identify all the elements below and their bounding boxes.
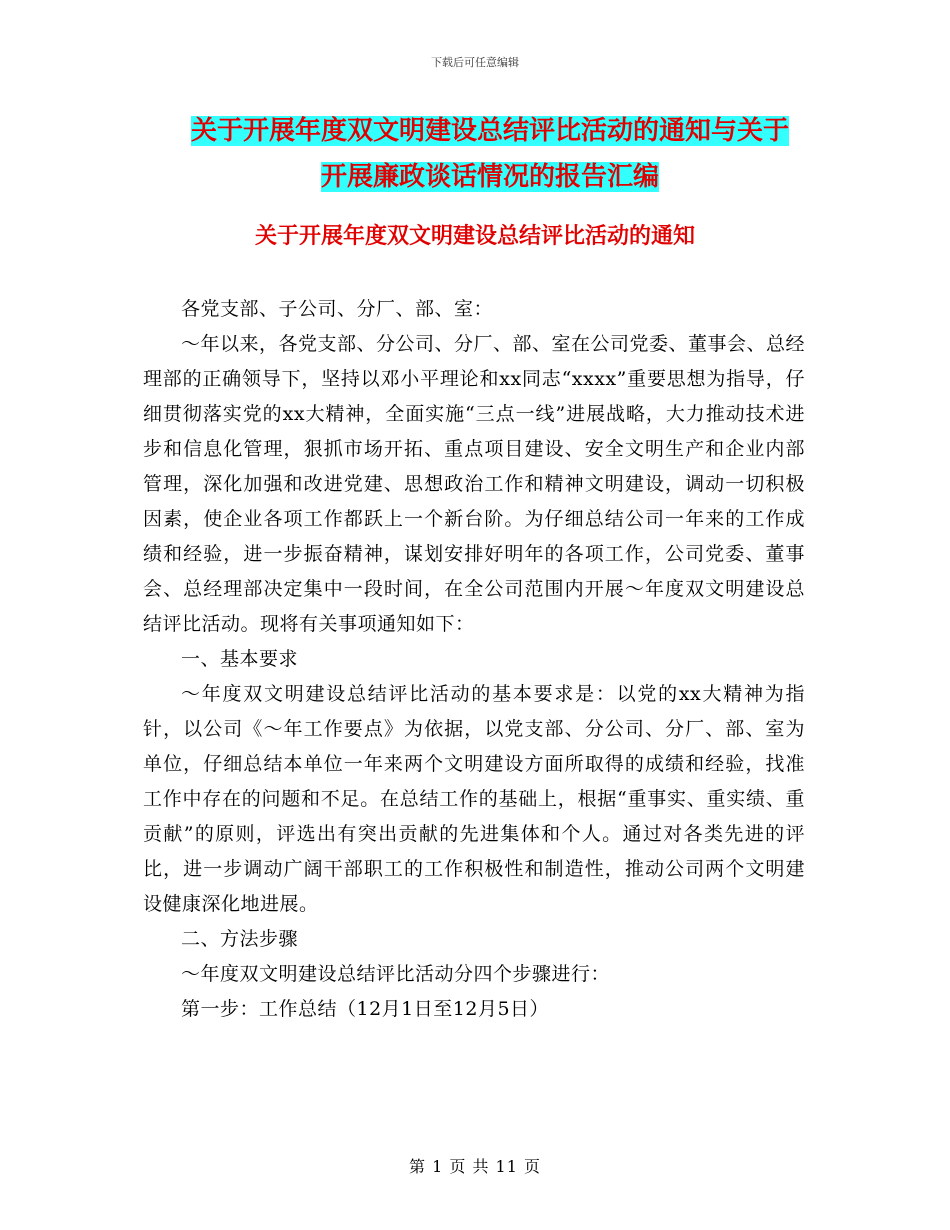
document-title (150, 108, 830, 200)
paragraph-step-one: 第一步：工作总结（12月1日至12月5日） (181, 998, 550, 1020)
header-note: 下载后可任意编辑 (431, 56, 519, 69)
document-body (143, 292, 805, 1027)
heading-basic-requirements: 一、基本要求 (181, 648, 299, 670)
paragraph-salutation: 各党支部、子公司、分厂、部、室： (181, 298, 494, 320)
section-title: 关于开展年度双文明建设总结评比活动的通知 (254, 224, 695, 249)
paragraph-basic-requirements: ～年度双文明建设总结评比活动的基本要求是：以党的xx大精神为指针，以公司《～年工作要点》为依据，以党支部、分公司、分厂、部、室为单位，仔细总结本单位一年来两个文明建设方面所取得的成绩和经验，找准工作中存在的问题和不足。在总结工作的基础上，根据“重事实、重实绩、重贡献”的原则，评选出有突出贡献的先进集体和个人。通过对各类先进的评比，进一步调动广阔干部职工的工作积极性和制造性，推动公司两个文明建设健康深化地进展。 (143, 683, 805, 915)
page-number: 第 1 页 共 11 页 (409, 1157, 541, 1176)
paragraph-method-steps: ～年度双文明建设总结评比活动分四个步骤进行： (181, 963, 611, 985)
paragraph-intro: ～年以来，各党支部、分公司、分厂、部、室在公司党委、董事会、总经理部的正确领导下，坚持以邓小平理论和xx同志“xxxx”重要思想为指导，仔细贯彻落实党的xx大精神，全面实施“三点一线”进展战略，大力推动技术进步和信息化管理，狠抓市场开拓、重点项目建设、安全文明生产和企业内部管理，深化加强和改进党建、思想政治工作和精神文明建设，调动一切积极因素，使企业各项工作都跃上一个新台阶。为仔细总结公司一年来的工作成绩和经验，进一步振奋精神，谋划安排好明年的各项工作，公司党委、董事会、总经理部决定集中一段时间，在全公司范围内开展～年度双文明建设总结评比活动。现将有关事项通知如下： (143, 333, 806, 635)
heading-method-steps: 二、方法步骤 (181, 928, 299, 950)
document-title-line-2: 开展廉政谈话情况的报告汇编 (320, 162, 659, 192)
document-title-line-1: 关于开展年度双文明建设总结评比活动的通知与关于 (190, 116, 789, 146)
